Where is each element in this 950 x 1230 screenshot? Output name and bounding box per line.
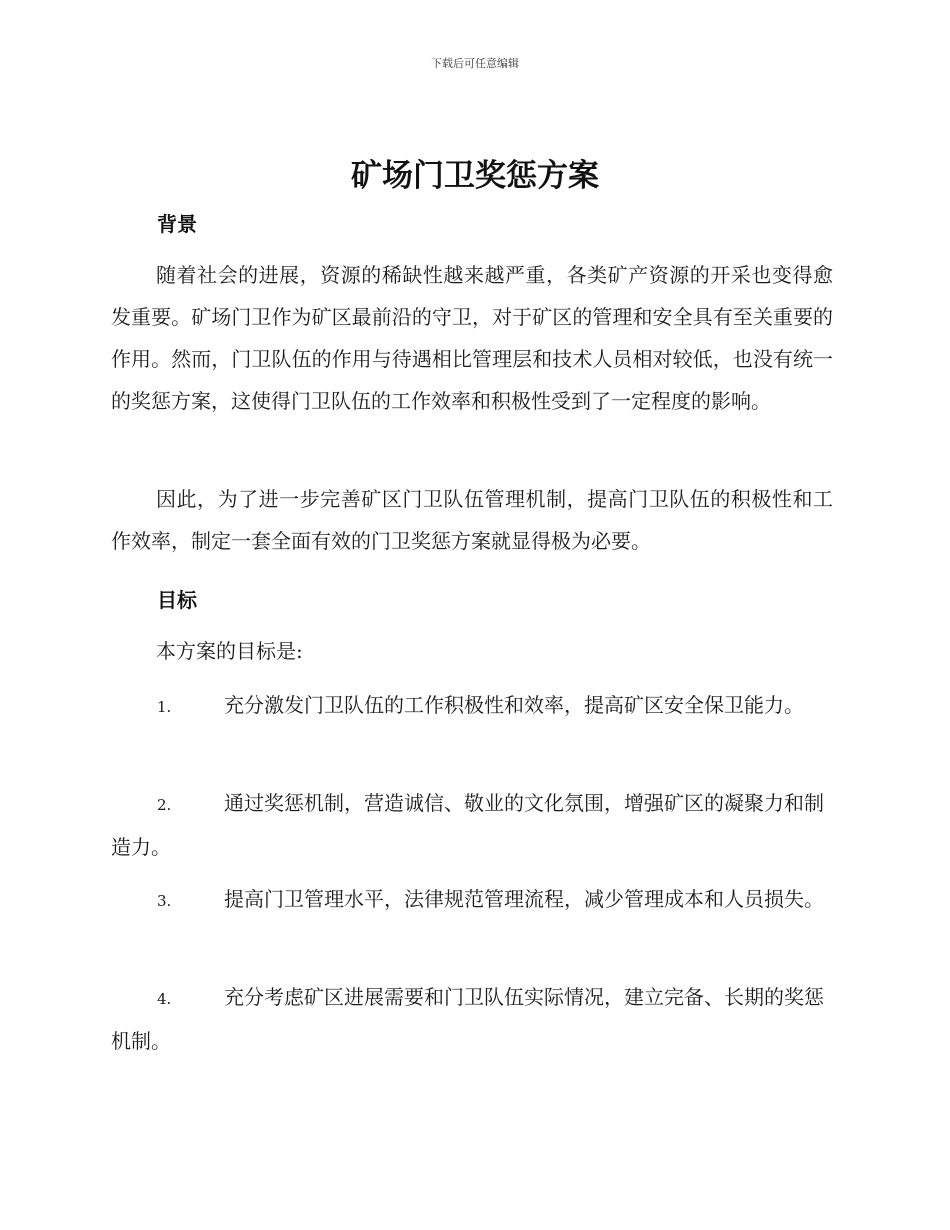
document-title: 矿场门卫奖惩方案: [351, 158, 599, 194]
goal-item-1: [111, 684, 833, 728]
goal-item-text: 充分激发门卫队伍的工作积极性和效率，提高矿区安全保卫能力。: [224, 693, 804, 717]
section-heading-background: 背景: [157, 212, 197, 236]
goal-item-number: 1.: [157, 698, 172, 716]
goal-item-text: 通过奖惩机制，营造诚信、敬业的文化氛围，增强矿区的凝聚力和制造力。: [111, 791, 824, 859]
background-paragraph-1: 随着社会的进展，资源的稀缺性越来越严重，各类矿产资源的开采也变得愈发重要。矿场门卫作为矿区最前沿的守卫，对于矿区的管理和安全具有至关重要的作用。然而，门卫队伍的作用与待遇相比管理层和技术人员相对较低，也没有统一的奖惩方案，这使得门卫队伍的工作效率和积极性受到了一定程度的影响。: [111, 263, 833, 413]
goal-item-number: 4.: [157, 990, 172, 1008]
background-paragraph-2: 因此，为了进一步完善矿区门卫队伍管理机制，提高门卫队伍的积极性和工作效率，制定一套全面有效的门卫奖惩方案就显得极为必要。: [111, 487, 833, 553]
goal-item-2: [111, 782, 833, 868]
goal-item-number: 2.: [157, 796, 172, 814]
header-note: 下载后可任意编辑: [431, 57, 519, 70]
goals-intro: 本方案的目标是:: [156, 639, 303, 663]
goal-item-number: 3.: [157, 892, 172, 910]
goal-item-text: 提高门卫管理水平，法律规范管理流程，减少管理成本和人员损失。: [224, 887, 824, 911]
goal-item-3: [111, 878, 833, 922]
goal-item-text: 充分考虑矿区进展需要和门卫队伍实际情况，建立完备、长期的奖惩机制。: [111, 985, 824, 1053]
goal-item-4: [111, 976, 833, 1062]
section-heading-goals: 目标: [157, 588, 197, 612]
